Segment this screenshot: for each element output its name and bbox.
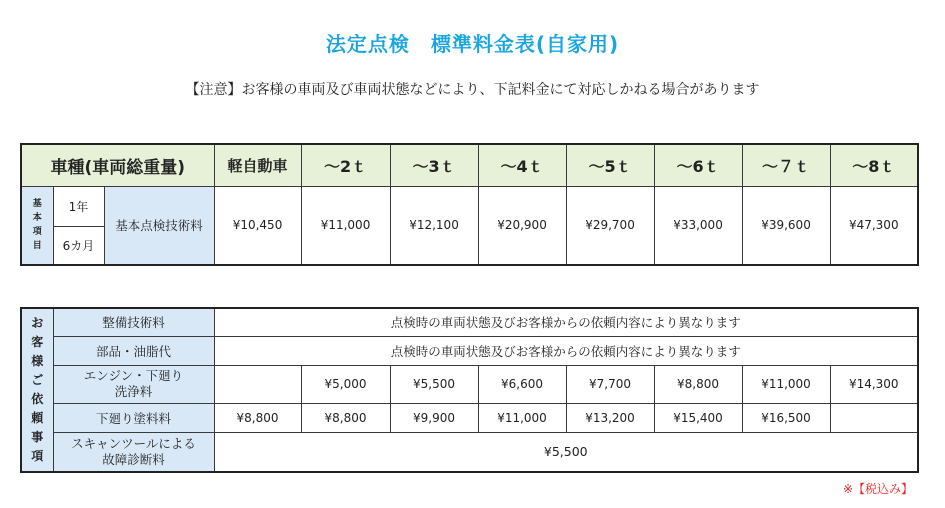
- price-cell: ¥15,400: [654, 403, 742, 432]
- price-cell: ¥8,800: [654, 365, 742, 403]
- price-cell: ¥11,000: [301, 186, 390, 265]
- note-cell: ¥5,500: [214, 432, 918, 472]
- customer-request-label: お 客 様 ご 依 頼 事 項: [21, 308, 53, 472]
- col-header: ～8ｔ: [830, 144, 918, 186]
- row-label: 整備技術料: [53, 308, 214, 336]
- price-cell: ¥20,900: [478, 186, 566, 265]
- notice-text: 【注意】お客様の車両及び車両状態などにより、下記料金にて対応しかねる場合があります: [185, 82, 760, 98]
- note-cell: 点検時の車両状態及びお客様からの依頼内容により異なります: [214, 308, 918, 336]
- col-header: ～4ｔ: [478, 144, 566, 186]
- vehicle-type-header: 車種(車両総重量): [21, 144, 214, 186]
- price-cell: ¥9,900: [390, 403, 478, 432]
- price-cell: ¥16,500: [742, 403, 830, 432]
- note-cell: 点検時の車両状態及びお客様からの依頼内容により異なります: [214, 336, 918, 365]
- tax-included-note: ※【税込み】: [842, 482, 913, 496]
- col-header: ～5ｔ: [566, 144, 654, 186]
- price-cell: [830, 403, 918, 432]
- price-cell: ¥12,100: [390, 186, 478, 265]
- col-header: 軽自動車: [214, 144, 301, 186]
- price-cell: ¥5,500: [390, 365, 478, 403]
- period-1year: 1年: [53, 186, 104, 226]
- price-cell: ¥13,200: [566, 403, 654, 432]
- price-cell: ¥6,600: [478, 365, 566, 403]
- page-title: 法定点検 標準料金表(自家用): [325, 32, 620, 56]
- price-cell: ¥5,000: [301, 365, 390, 403]
- price-cell: ¥11,000: [742, 365, 830, 403]
- basic-items-label: 基 本 項 目: [21, 186, 53, 265]
- price-cell: ¥11,000: [478, 403, 566, 432]
- basic-fee-table: [20, 143, 919, 266]
- period-6months: 6カ月: [53, 226, 104, 265]
- price-cell: ¥10,450: [214, 186, 301, 265]
- row-label: 下廻り塗料料: [53, 403, 214, 432]
- price-cell: ¥39,600: [742, 186, 830, 265]
- price-cell: ¥8,800: [214, 403, 301, 432]
- col-header: ～2ｔ: [301, 144, 390, 186]
- price-cell: ¥7,700: [566, 365, 654, 403]
- price-cell: ¥8,800: [301, 403, 390, 432]
- col-header: ～3ｔ: [390, 144, 478, 186]
- price-cell: [214, 365, 301, 403]
- col-header: ～７ｔ: [742, 144, 830, 186]
- col-header: ～6ｔ: [654, 144, 742, 186]
- row-label: エンジン・下廻り 洗浄料: [53, 365, 214, 403]
- basic-inspection-fee-label: 基本点検技術料: [104, 186, 214, 265]
- row-label: 部品・油脂代: [53, 336, 214, 365]
- price-cell: ¥29,700: [566, 186, 654, 265]
- price-cell: ¥33,000: [654, 186, 742, 265]
- price-cell: ¥14,300: [830, 365, 918, 403]
- row-label: スキャンツールによる 故障診断料: [53, 432, 214, 472]
- price-cell: ¥47,300: [830, 186, 918, 265]
- optional-fee-table: [20, 307, 919, 473]
